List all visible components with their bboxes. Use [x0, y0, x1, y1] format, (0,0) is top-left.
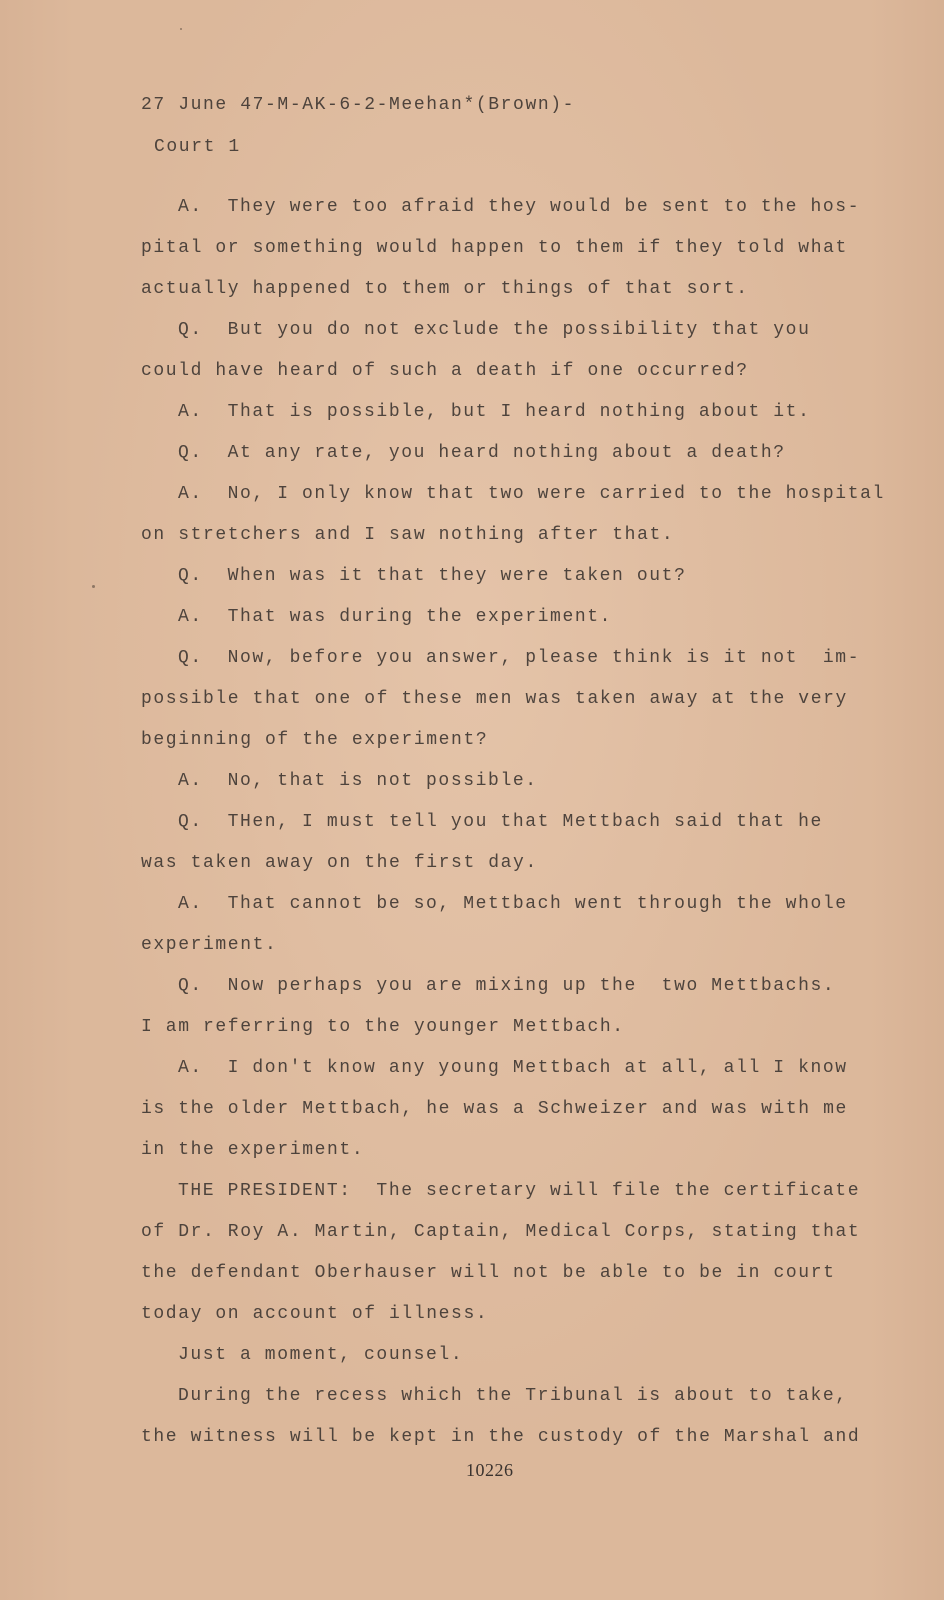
text-line: beginning of the experiment?	[141, 730, 489, 750]
text-line: Q. THen, I must tell you that Mettbach said that he	[178, 812, 823, 832]
header-line-2: Court 1	[154, 137, 241, 157]
text-line: Q. At any rate, you heard nothing about a death?	[178, 443, 786, 463]
text-line: A. That was during the experiment.	[178, 607, 613, 627]
text-line: actually happened to them or things of that sort.	[141, 279, 749, 299]
page-number: 10226	[466, 1460, 514, 1480]
text-line: experiment.	[141, 935, 278, 955]
text-line: Q. But you do not exclude the possibility that you	[178, 320, 811, 340]
text-line: A. No, I only know that two were carried to the hospital	[178, 484, 885, 504]
text-line: possible that one of these men was taken away at the very	[141, 689, 848, 709]
text-line: could have heard of such a death if one occurred?	[141, 361, 749, 381]
text-line: A. That cannot be so, Mettbach went through the whole	[178, 894, 848, 914]
text-line: A. I don't know any young Mettbach at all, all I know	[178, 1058, 848, 1078]
text-line: A. They were too afraid they would be sent to the hos-	[178, 197, 861, 217]
text-line: is the older Mettbach, he was a Schweizer and was with me	[141, 1099, 848, 1119]
text-line: of Dr. Roy A. Martin, Captain, Medical Corps, stating that	[141, 1222, 861, 1242]
text-line: I am referring to the younger Mettbach.	[141, 1017, 625, 1037]
text-line: A. That is possible, but I heard nothing about it.	[178, 402, 811, 422]
text-line: Just a moment, counsel.	[178, 1345, 464, 1365]
text-line: Q. Now, before you answer, please think is it not im-	[178, 648, 861, 668]
text-line: Q. Now perhaps you are mixing up the two Mettbachs.	[178, 976, 836, 996]
text-line: was taken away on the first day.	[141, 853, 538, 873]
text-line: A. No, that is not possible.	[178, 771, 538, 791]
text-line: THE PRESIDENT: The secretary will file the certificate	[178, 1181, 861, 1201]
paper-speck	[180, 28, 182, 30]
text-line: the defendant Oberhauser will not be able to be in court	[141, 1263, 836, 1283]
text-line: in the experiment.	[141, 1140, 365, 1160]
header-line-1: 27 June 47-M-AK-6-2-Meehan*(Brown)-	[141, 95, 576, 115]
text-line: Q. When was it that they were taken out?	[178, 566, 687, 586]
text-line: today on account of illness.	[141, 1304, 489, 1324]
paper-speck	[92, 585, 95, 588]
text-line: on stretchers and I saw nothing after that.	[141, 525, 675, 545]
text-line: During the recess which the Tribunal is about to take,	[178, 1386, 848, 1406]
text-line: pital or something would happen to them if they told what	[141, 238, 848, 258]
text-line: the witness will be kept in the custody of the Marshal and	[141, 1427, 861, 1447]
